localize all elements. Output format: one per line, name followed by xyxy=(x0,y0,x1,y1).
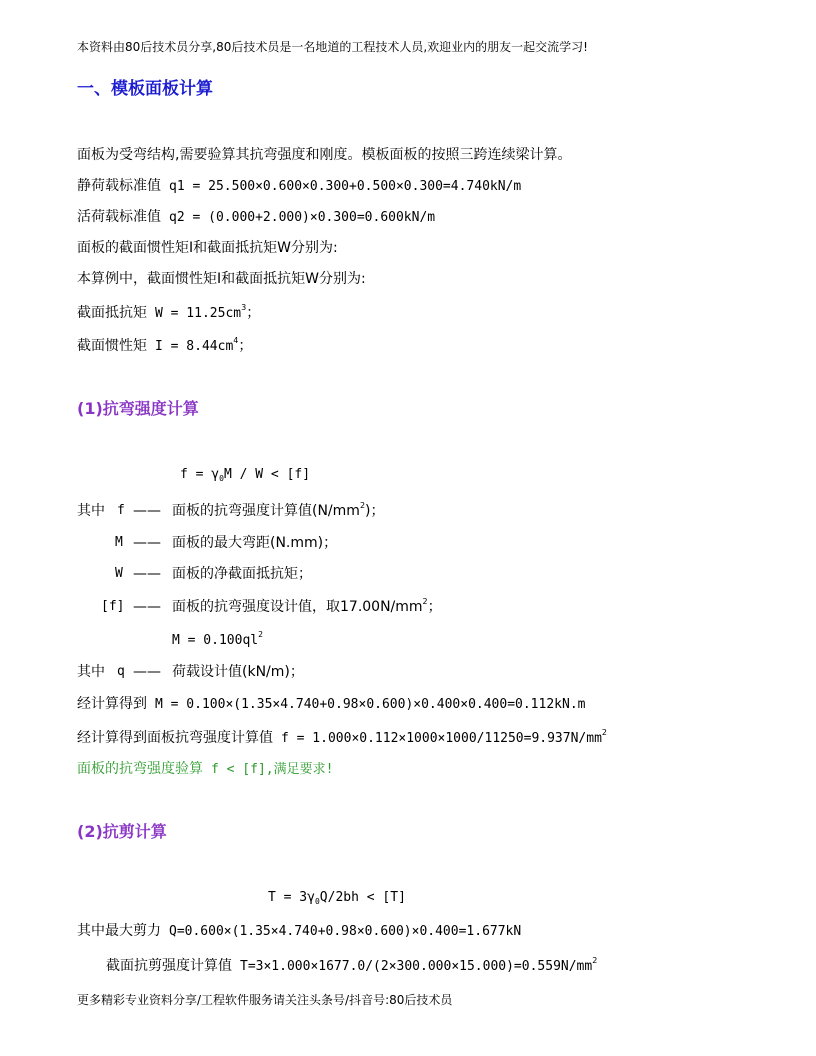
def-fd-end: ； xyxy=(427,599,442,615)
def-w-sym: W xyxy=(115,566,123,581)
def-q-sym: q xyxy=(117,664,125,679)
bending-formula-sub: 0 xyxy=(219,474,224,483)
static-load-formula: q1 = 25.500×0.600×0.300+0.500×0.300=4.740kN/m xyxy=(169,179,522,194)
shear-stress-formula: T=3×1.000×1677.0/(2×300.000×15.000)=0.559N/mm xyxy=(240,959,593,974)
max-shear-label: 其中最大剪力 xyxy=(77,923,161,939)
bending-check-label: 面板的抗弯强度验算 xyxy=(77,761,203,777)
def-fd-sym: [f] xyxy=(101,599,125,614)
def-w-desc: 面板的净截面抵抗矩； xyxy=(172,566,312,582)
def-w-dash: —— xyxy=(133,566,161,582)
calc-f-sup: 2 xyxy=(601,728,607,737)
static-load-label: 静荷载标准值 xyxy=(77,178,161,194)
def-q-prefix: 其中 xyxy=(77,664,105,680)
def-f-sup: 2 xyxy=(359,501,366,510)
max-shear-formula: Q=0.600×(1.35×4.740+0.98×0.600)×0.400=1.677kN xyxy=(169,924,522,939)
bending-formula-left: f = γ xyxy=(180,467,220,482)
m-formula-sup: 2 xyxy=(258,630,263,639)
def-m-dash: —— xyxy=(133,535,161,551)
m-formula xyxy=(172,632,263,650)
def-m-desc: 面板的最大弯距(N.mm)； xyxy=(172,535,338,551)
i-sup: 4 xyxy=(233,336,239,345)
def-f-desc: 面板的抗弯强度计算值(N/mm xyxy=(172,503,360,519)
live-load-formula: q2 = (0.000+2.000)×0.300=0.600kN/m xyxy=(169,210,436,225)
bending-check-formula: f < [f],满足要求! xyxy=(211,762,334,777)
max-shear-line xyxy=(77,922,521,941)
calc-f-formula: f = 1.000×0.112×1000×1000/11250=9.937N/mm xyxy=(281,731,602,746)
def-q-dash: —— xyxy=(133,664,161,680)
def-f-dash: —— xyxy=(133,503,161,519)
shear-title: (2)抗剪计算 xyxy=(77,822,167,841)
intro-text: 面板为受弯结构,需要验算其抗弯强度和刚度。模板面板的按照三跨连续梁计算。 xyxy=(77,147,572,163)
calc-m-formula: M = 0.100×(1.35×4.740+0.98×0.600)×0.400×0.400=0.112kN.m xyxy=(155,697,586,712)
i-end: ； xyxy=(238,338,253,354)
static-load-line xyxy=(77,177,521,196)
footer-note: 更多精彩专业资料分享/工程软件服务请关注头条号/抖音号:80后技术员 xyxy=(77,993,453,1007)
calc-f-line xyxy=(77,729,607,748)
shear-formula xyxy=(268,889,406,907)
shear-stress-sup: 2 xyxy=(592,956,598,965)
section-props-line-2: 本算例中，截面惯性矩I和截面抵抗矩W分别为: xyxy=(77,271,366,287)
def-f-end: )； xyxy=(365,503,385,519)
def-m-sym: M xyxy=(115,535,123,550)
def-fd-dash: —— xyxy=(133,599,161,615)
def-f-prefix: 其中 xyxy=(77,503,105,519)
def-q-line xyxy=(77,663,677,681)
def-q-desc: 荷载设计值(kN/m)； xyxy=(172,664,304,680)
calc-m-line xyxy=(77,695,585,714)
w-line xyxy=(77,304,260,323)
def-fd-sup: 2 xyxy=(422,597,428,606)
def-fd-desc: 面板的抗弯强度设计值，取17.00N/mm xyxy=(172,599,423,615)
w-sup: 3 xyxy=(241,303,247,312)
calc-m-label: 经计算得到 xyxy=(77,696,147,712)
i-formula: I = 8.44cm xyxy=(155,339,234,354)
shear-formula-left: T = 3γ xyxy=(268,890,315,905)
w-label: 截面抵抗矩 xyxy=(77,305,147,321)
bending-formula xyxy=(180,466,310,484)
shear-stress-label: 截面抗剪强度计算值 xyxy=(106,958,232,974)
live-load-line xyxy=(77,208,435,227)
w-formula: W = 11.25cm xyxy=(155,306,242,321)
shear-formula-right: Q/2bh < [T] xyxy=(319,890,406,905)
m-formula-text: M = 0.100ql xyxy=(172,633,259,648)
live-load-label: 活荷载标准值 xyxy=(77,209,161,225)
bending-check-line xyxy=(77,760,333,779)
shear-formula-sub: 0 xyxy=(314,897,320,906)
def-f-line xyxy=(77,501,385,520)
section-title-panel: 一、模板面板计算 xyxy=(77,79,213,99)
def-f-sym: f xyxy=(117,503,125,518)
i-line xyxy=(77,337,252,356)
bending-title: (1)抗弯强度计算 xyxy=(77,399,199,418)
section-props-line-1: 面板的截面惯性矩I和截面抵抗矩W分别为: xyxy=(77,240,338,256)
calc-f-label: 经计算得到面板抗弯强度计算值 xyxy=(77,730,273,746)
bending-formula-right: M / W < [f] xyxy=(223,467,311,482)
header-note: 本资料由80后技术员分享,80后技术员是一名地道的工程技术人员,欢迎业内的朋友一起交流学习! xyxy=(77,40,588,54)
i-label: 截面惯性矩 xyxy=(77,338,147,354)
w-end: ； xyxy=(246,305,261,321)
shear-stress-line xyxy=(106,957,597,976)
